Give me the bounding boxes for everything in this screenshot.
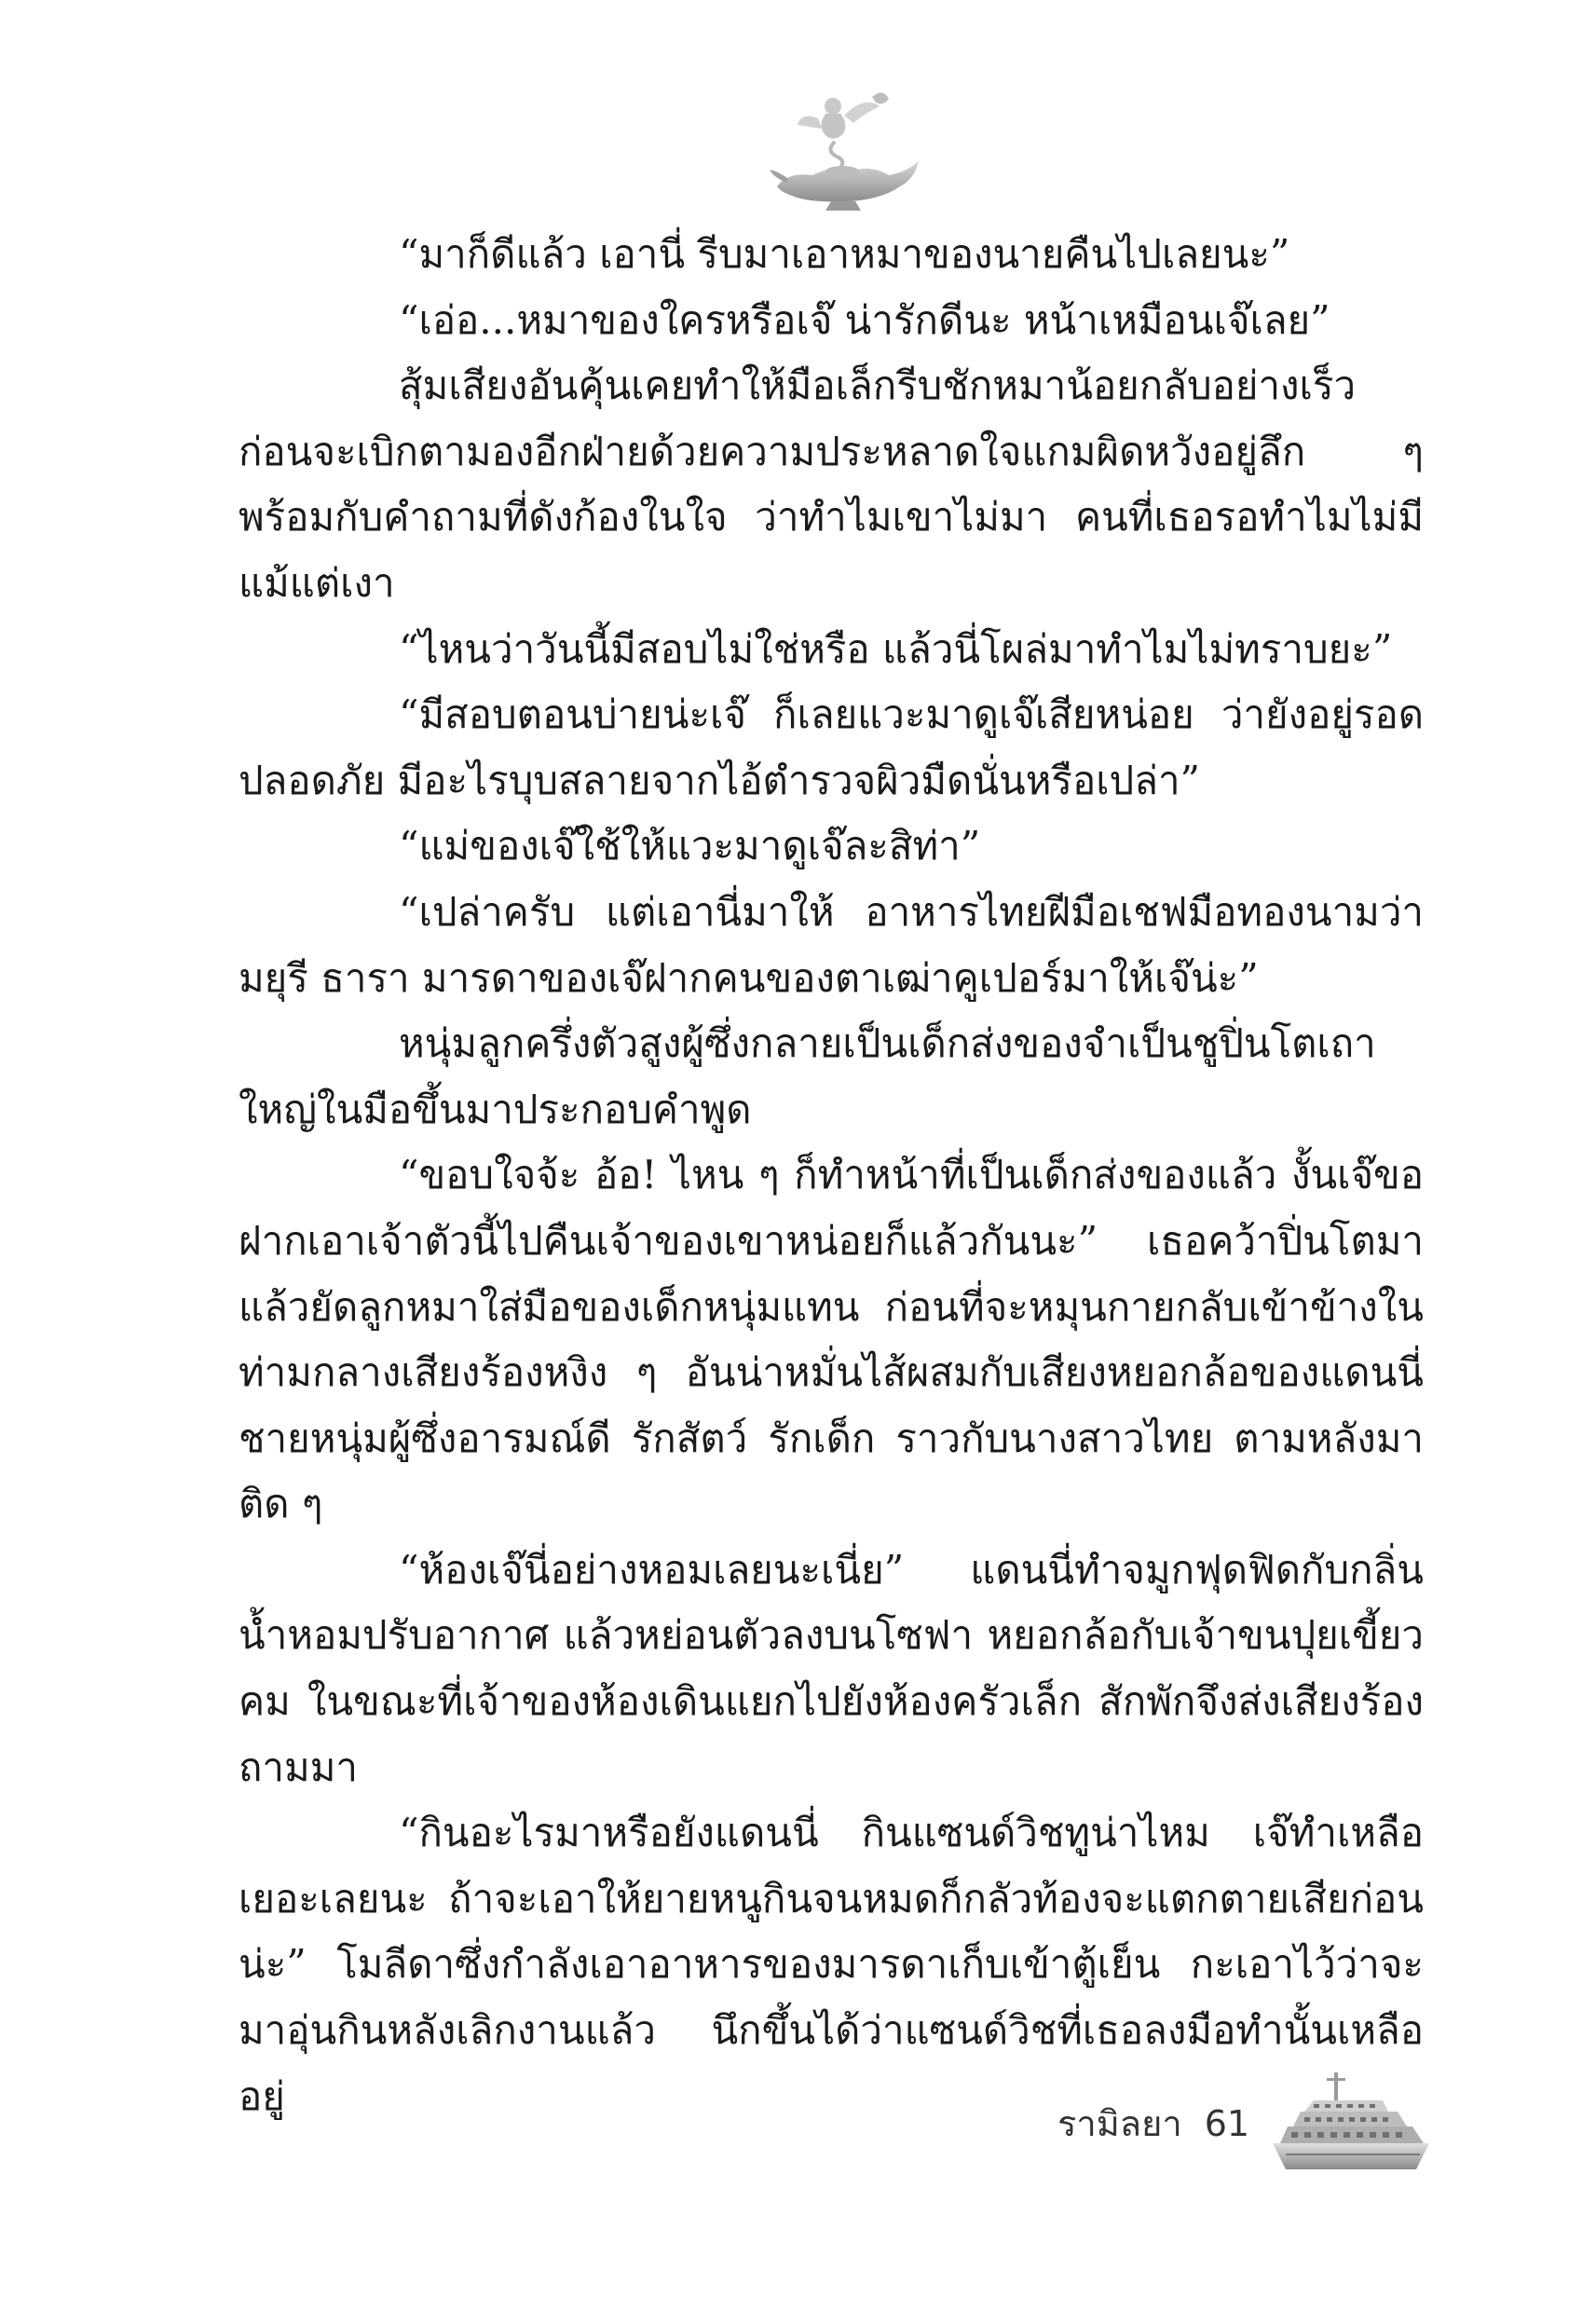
- paragraph: “เปล่าครับ แต่เอานี่มาให้ อาหารไทยฝีมือเชฟมือทองนามว่ามยุรี ธารา มารดาของเจ๊ฝากคนของตาเฒ่าคูเปอร์มาให้เจ๊น่ะ”: [239, 888, 1424, 1001]
- paragraph: “ไหนว่าวันนี้มีสอบไม่ใช่หรือ แล้วนี่โผล่มาทำไมไม่ทราบยะ”: [399, 625, 1393, 672]
- ship-ornament-icon: [1267, 2069, 1435, 2181]
- paragraph: “มาก็ดีแล้ว เอานี่ รีบมาเอาหมาของนายคืนไปเลยนะ”: [399, 231, 1290, 277]
- paragraph: หนุ่มลูกครึ่งตัวสูงผู้ซึ่งกลายเป็นเด็กส่งของจำเป็นชูปิ่นโตเถาใหญ่ในมือขึ้นมาประกอบคำพูด: [239, 1020, 1376, 1132]
- page-number: 61: [1204, 2103, 1250, 2144]
- paragraph: “แม่ของเจ๊ใช้ให้แวะมาดูเจ๊ละสิท่า”: [399, 823, 981, 869]
- body-text: [239, 222, 1424, 2129]
- lamp-ornament-icon: [760, 86, 928, 216]
- paragraph: “ขอบใจจ้ะ อ้อ! ไหน ๆ ก็ทำหน้าที่เป็นเด็กส่งของแล้ว งั้นเจ๊ขอฝากเอาเจ้าตัวนี้ไปคืนเจ้าของเขาหน่อยก็แล้วกันนะ” เธอคว้าปิ่นโตมาแล้วยัดลูกหมาใส่มือของเด็กหนุ่มแทน ก่อนที่จะหมุนกายกลับเข้าข้างในท่ามกลางเสียงร้องหงิง ๆ อันน่าหมั่นไส้ผสมกับเสียงหยอกล้อของแดนนี่ชายหนุ่มผู้ซึ่งอารมณ์ดี รักสัตว์ รักเด็ก ราวกับนางสาวไทย ตามหลังมาติด ๆ: [239, 1152, 1424, 1527]
- paragraph: “เอ่อ...หมาของใครหรือเจ๊ น่ารักดีนะ หน้าเหมือนเจ๊เลย”: [399, 296, 1330, 343]
- page-footer: [1057, 2095, 1249, 2152]
- book-title: รามิลยา: [1057, 2103, 1182, 2144]
- paragraph: สุ้มเสียงอันคุ้นเคยทำให้มือเล็กรีบชักหมาน้อยกลับอย่างเร็ว ก่อนจะเบิกตามองอีกฝ่ายด้วยความประหลาดใจแกมผิดหวังอยู่ลึก ๆ พร้อมกับคำถามที่ดังก้องในใจ ว่าทำไมเขาไม่มา คนที่เธอรอทำไมไม่มีแม้แต่เงา: [239, 362, 1424, 606]
- paragraph: “ห้องเจ๊นี่อย่างหอมเลยนะเนี่ย” แดนนี่ทำจมูกฟุดฟิดกับกลิ่นน้ำหอมปรับอากาศ แล้วหย่อนตัวลงบนโซฟา หยอกล้อกับเจ้าขนปุยเขี้ยวคม ในขณะที่เจ้าของห้องเดินแยกไปยังห้องครัวเล็ก สักพักจึงส่งเสียงร้องถามมา: [239, 1546, 1424, 1790]
- paragraph: “มีสอบตอนบ่ายน่ะเจ๊ ก็เลยแวะมาดูเจ๊เสียหน่อย ว่ายังอยู่รอดปลอดภัย มีอะไรบุบสลายจากไอ้ตำรวจผิวมืดนั่นหรือเปล่า”: [239, 691, 1424, 803]
- paragraph: “กินอะไรมาหรือยังแดนนี่ กินแซนด์วิชทูน่าไหม เจ๊ทำเหลือเยอะเลยนะ ถ้าจะเอาให้ยายหนูกินจนหมดก็กลัวท้องจะแตกตายเสียก่อนน่ะ” โมลีดาซึ่งกำลังเอาอาหารของมารดาเก็บเข้าตู้เย็น กะเอาไว้ว่าจะมาอุ่นกินหลังเลิกงานแล้ว นึกขึ้นได้ว่าแซนด์วิชที่เธอลงมือทำนั้นเหลืออยู่: [239, 1810, 1424, 2119]
